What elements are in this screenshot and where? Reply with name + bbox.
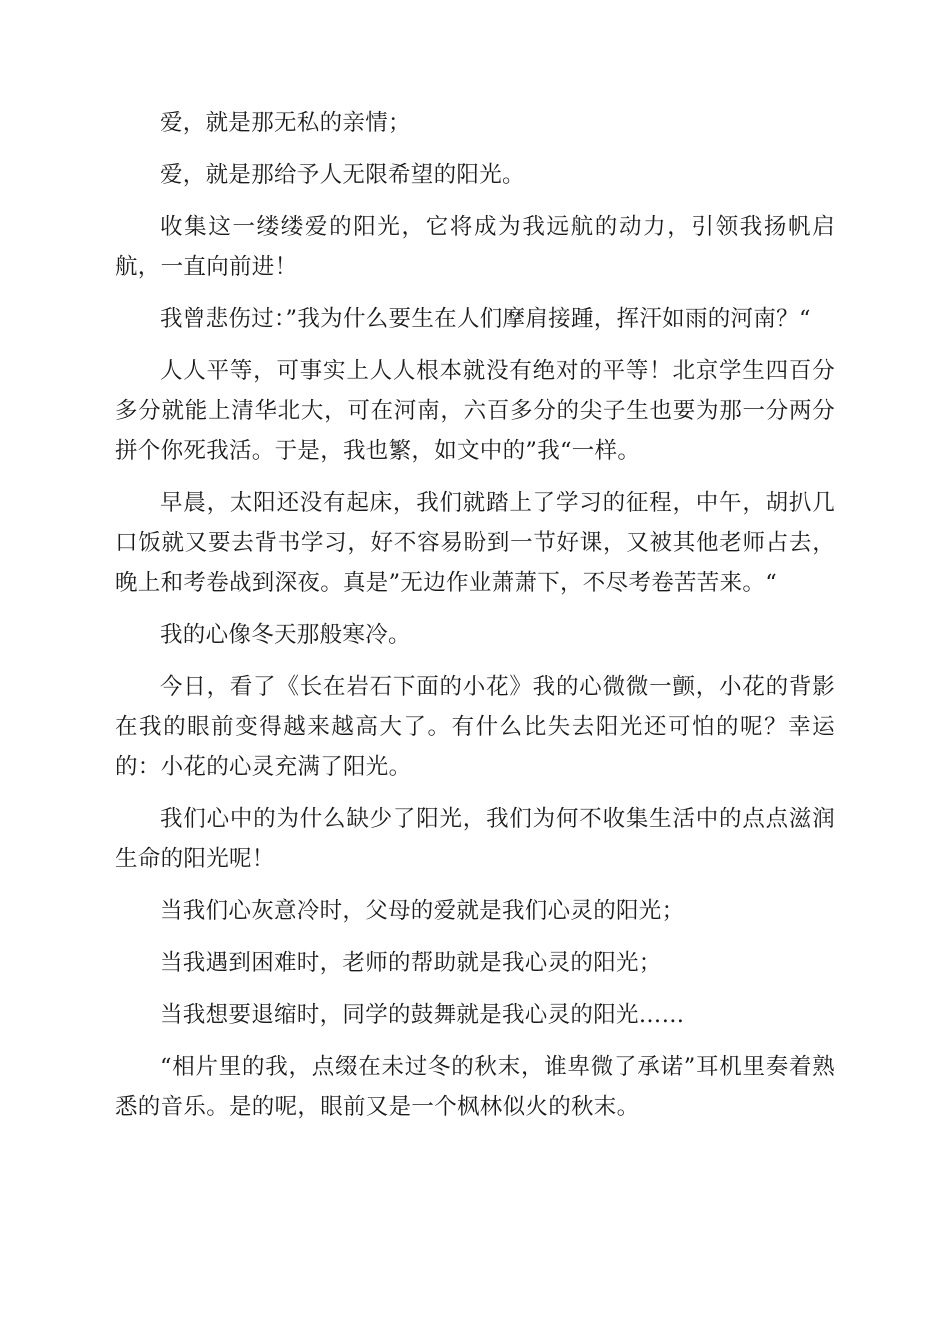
paragraph: “相片里的我，点缀在未过冬的秋末，谁卑微了承诺”耳机里奏着熟悉的音乐。是的呢，眼前又是一个枫林似火的秋末。 <box>115 1054 835 1120</box>
paragraph: 爱，就是那无私的亲情； <box>160 110 411 136</box>
paragraph: 人人平等，可事实上人人根本就没有绝对的平等！北京学生四百分多分就能上清华北大，可在河南，六百多分的尖子生也要为那一分两分拼个你死我活。于是，我也繁，如文中的”我“一样。 <box>115 358 835 464</box>
paragraph: 我的心像冬天那般寒冷。 <box>160 622 411 648</box>
paragraph: 我曾悲伤过：”我为什么要生在人们摩肩接踵，挥汗如雨的河南？“ <box>160 306 811 332</box>
paragraph: 当我们心灰意冷时，父母的爱就是我们心灵的阳光； <box>160 898 685 924</box>
paragraph: 今日，看了《长在岩石下面的小花》我的心微微一颤，小花的背影在我的眼前变得越来越高大了。有什么比失去阳光还可怕的呢？幸运的：小花的心灵充满了阳光。 <box>115 674 835 780</box>
paragraph: 我们心中的为什么缺少了阳光，我们为何不收集生活中的点点滋润生命的阳光呢！ <box>115 806 835 872</box>
paragraph: 早晨，太阳还没有起床，我们就踏上了学习的征程，中午，胡扒几口饭就又要去背书学习，好不容易盼到一节好课，又被其他老师占去，晚上和考卷战到深夜。真是”无边作业萧萧下，不尽考卷苦苦来。“ <box>115 490 835 596</box>
paragraph: 爱，就是那给予人无限希望的阳光。 <box>160 162 525 188</box>
paragraph: 收集这一缕缕爱的阳光，它将成为我远航的动力，引领我扬帆启航，一直向前进！ <box>115 214 835 280</box>
paragraph: 当我想要退缩时，同学的鼓舞就是我心灵的阳光…… <box>160 1002 685 1028</box>
paragraph: 当我遇到困难时，老师的帮助就是我心灵的阳光； <box>160 950 662 976</box>
document-body <box>115 103 835 1139</box>
